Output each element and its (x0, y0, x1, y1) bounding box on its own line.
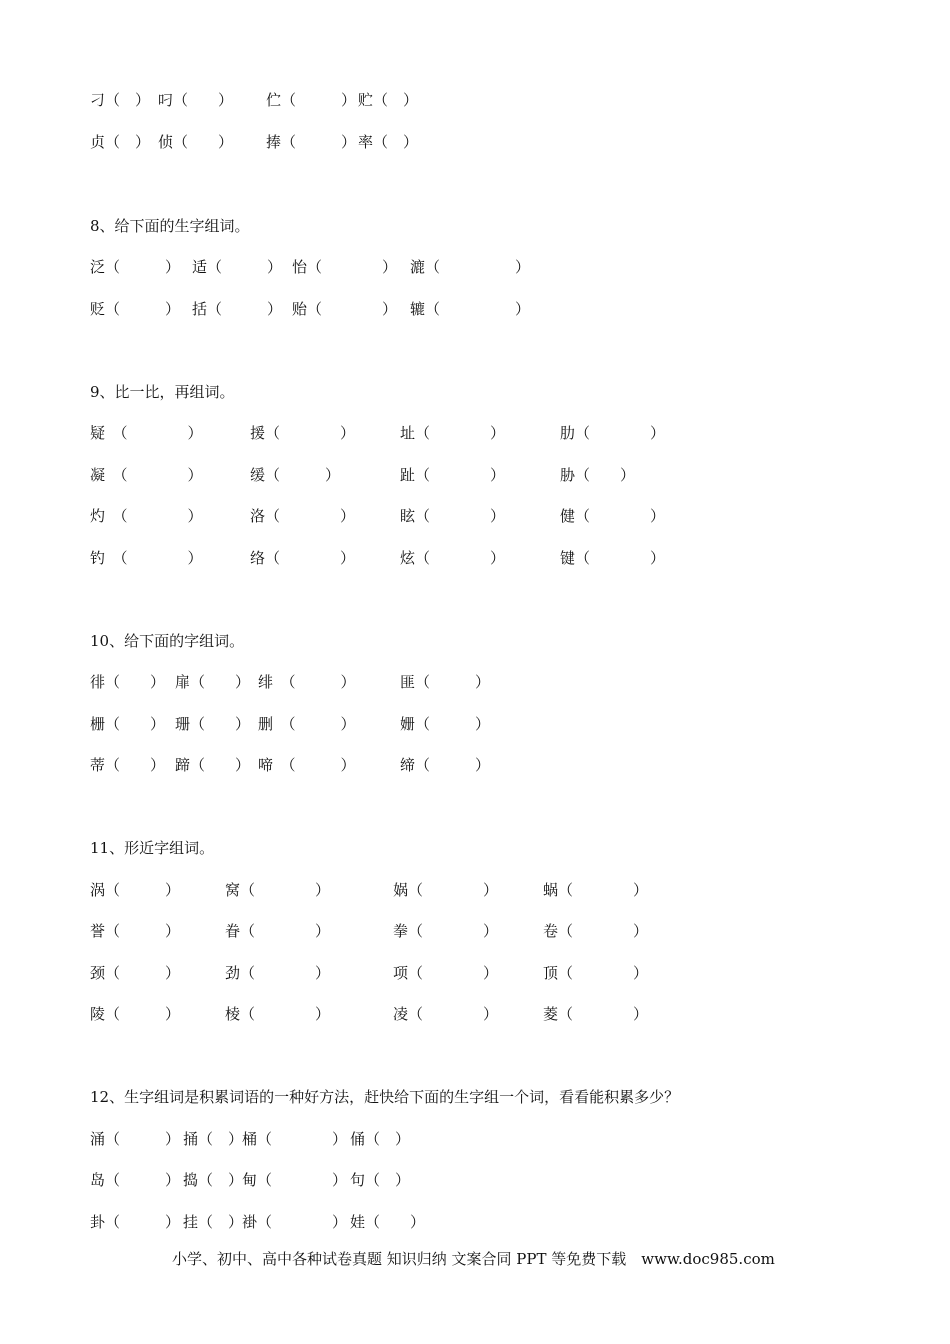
word-cell: 肋（ ） (560, 424, 666, 442)
word-cell: 娲（ ） (393, 881, 499, 899)
word-cell: 栅（ ） (90, 715, 166, 733)
word-cell: 扉（ ） (175, 673, 251, 691)
q8-row-2 (0, 299, 950, 319)
word-cell: 伫（ ） (266, 91, 357, 109)
word-cell: 灼 （ ） (90, 507, 203, 525)
word-cell: 匪（ ） (400, 673, 491, 691)
q11-title: 11、形近字组词。 (90, 839, 215, 857)
word-cell: 缓（ ） (250, 466, 341, 484)
word-cell: 挂（ ） (183, 1213, 244, 1231)
q9-row-1 (0, 423, 950, 443)
q9-row-2 (0, 465, 950, 485)
word-cell: 姗（ ） (400, 715, 491, 733)
word-cell: 络（ ） (250, 549, 356, 567)
word-cell: 址（ ） (400, 424, 506, 442)
q8-title: 8、给下面的生字组词。 (90, 217, 250, 235)
word-cell: 项（ ） (393, 964, 499, 982)
word-cell: 拳（ ） (393, 922, 499, 940)
word-cell: 甸（ ） (242, 1171, 348, 1189)
word-cell: 疑 （ ） (90, 424, 203, 442)
word-cell: 捧（ ） (266, 133, 357, 151)
word-cell: 蒂（ ） (90, 756, 166, 774)
word-cell: 括（ ） (192, 300, 283, 318)
q11-row-4 (0, 1004, 950, 1024)
word-cell: 句（ ） (350, 1171, 411, 1189)
word-cell: 菱（ ） (543, 1005, 649, 1023)
q12-row-2 (0, 1170, 950, 1190)
word-cell: 钓 （ ） (90, 549, 203, 567)
word-cell: 卷（ ） (543, 922, 649, 940)
q9-row-3 (0, 506, 950, 526)
word-cell: 洛（ ） (250, 507, 356, 525)
word-cell: 凝 （ ） (90, 466, 203, 484)
word-cell: 叼（ ） (158, 91, 234, 109)
word-cell: 顶（ ） (543, 964, 649, 982)
word-cell: 适（ ） (192, 258, 283, 276)
word-cell: 涌（ ） (90, 1130, 181, 1148)
word-cell: 辘（ ） (410, 300, 531, 318)
page-footer: 小学、初中、高中各种试卷真题 知识归纳 文案合同 PPT 等免费下载 www.doc985.com (172, 1250, 775, 1268)
word-cell: 桶（ ） (242, 1130, 348, 1148)
word-cell: 贬（ ） (90, 300, 181, 318)
word-cell: 健（ ） (560, 507, 666, 525)
word-cell: 胁（ ） (560, 466, 636, 484)
word-cell: 贻（ ） (292, 300, 398, 318)
word-cell: 颈（ ） (90, 964, 181, 982)
word-cell: 俑（ ） (350, 1130, 411, 1148)
word-cell: 贞（ ） (90, 133, 151, 151)
word-cell: 凌（ ） (393, 1005, 499, 1023)
word-cell: 啼 （ ） (258, 756, 356, 774)
word-cell: 怡（ ） (292, 258, 398, 276)
q10-row-1 (0, 672, 950, 692)
word-cell: 劲（ ） (225, 964, 331, 982)
word-cell: 眷（ ） (225, 922, 331, 940)
word-cell: 徘（ ） (90, 673, 166, 691)
word-cell: 卦（ ） (90, 1213, 181, 1231)
word-cell: 漉（ ） (410, 258, 531, 276)
word-cell: 窝（ ） (225, 881, 331, 899)
word-cell: 眩（ ） (400, 507, 506, 525)
word-cell: 援（ ） (250, 424, 356, 442)
q9-row-4 (0, 548, 950, 568)
q11-row-3 (0, 963, 950, 983)
q7-row-1 (0, 90, 950, 110)
word-cell: 炫（ ） (400, 549, 506, 567)
word-cell: 捅（ ） (183, 1130, 244, 1148)
q8-row-1 (0, 257, 950, 277)
q10-row-3 (0, 755, 950, 775)
word-cell: 娃（ ） (350, 1213, 426, 1231)
q12-title: 12、生字组词是积累词语的一种好方法，赶快给下面的生字组一个词，看看能积累多少？ (90, 1088, 680, 1106)
word-cell: 贮（ ） (358, 91, 419, 109)
word-cell: 侦（ ） (158, 133, 234, 151)
q10-row-2 (0, 714, 950, 734)
word-cell: 率（ ） (358, 133, 419, 151)
word-cell: 趾（ ） (400, 466, 506, 484)
q12-row-1 (0, 1129, 950, 1149)
word-cell: 誉（ ） (90, 922, 181, 940)
word-cell: 泛（ ） (90, 258, 181, 276)
word-cell: 棱（ ） (225, 1005, 331, 1023)
q11-row-2 (0, 921, 950, 941)
word-cell: 陵（ ） (90, 1005, 181, 1023)
q10-title: 10、给下面的字组词。 (90, 632, 245, 650)
word-cell: 键（ ） (560, 549, 666, 567)
q9-title: 9、比一比，再组词。 (90, 383, 235, 401)
word-cell: 绯 （ ） (258, 673, 356, 691)
word-cell: 蹄（ ） (175, 756, 251, 774)
word-cell: 珊（ ） (175, 715, 251, 733)
word-cell: 刁（ ） (90, 91, 151, 109)
word-cell: 褂（ ） (242, 1213, 348, 1231)
q11-row-1 (0, 880, 950, 900)
word-cell: 捣（ ） (183, 1171, 244, 1189)
q12-row-3 (0, 1212, 950, 1232)
word-cell: 岛（ ） (90, 1171, 181, 1189)
q7-row-2 (0, 132, 950, 152)
word-cell: 涡（ ） (90, 881, 181, 899)
word-cell: 缔（ ） (400, 756, 491, 774)
word-cell: 蜗（ ） (543, 881, 649, 899)
word-cell: 删 （ ） (258, 715, 356, 733)
